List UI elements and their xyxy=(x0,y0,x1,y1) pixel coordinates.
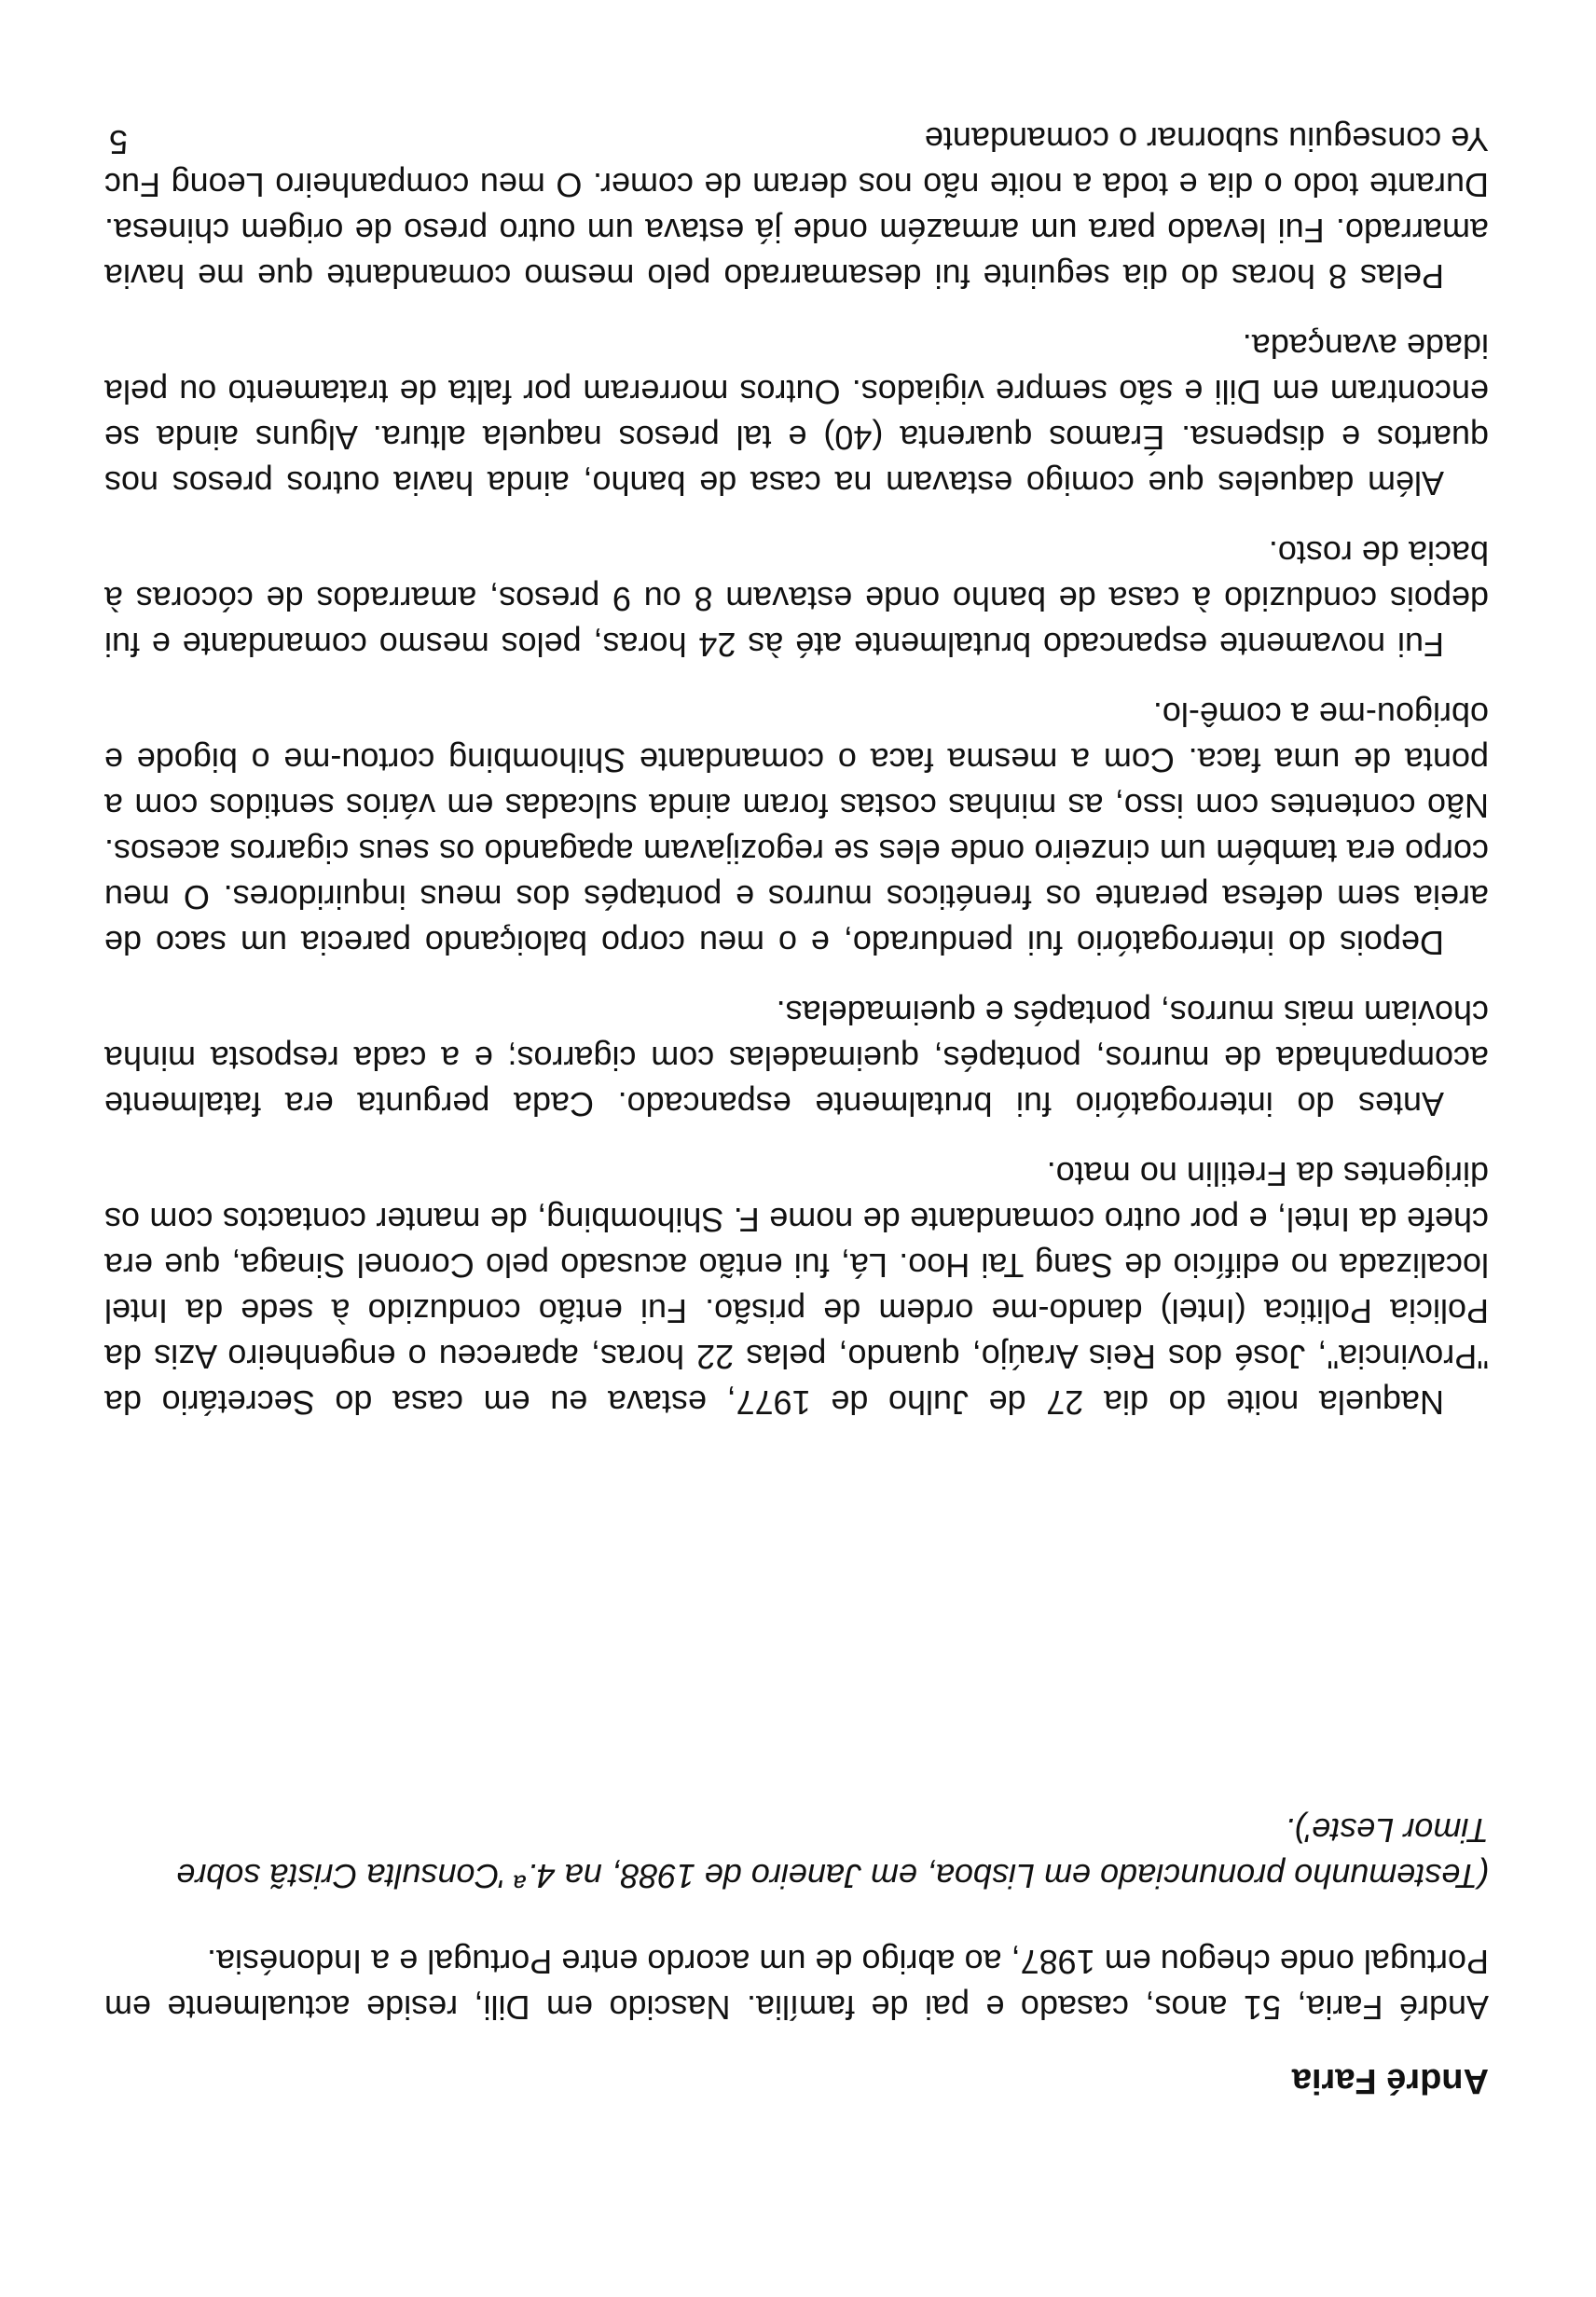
paragraph: Depois do interrogatório fui pendurado, e o meu corpo baloiçando parecia um saco de areia sem defesa perante os frenéticos murros e pontapés dos meus inquiridores. O meu corpo era também um cinzeiro onde eles se regozijavam apagando os seus cigarros acesos. Não contentes com isso, as minhas costas foram ainda sulcadas em vários sentidos com a ponta de uma faca. Com a mesma faca o comandante Shihombing cortou-me o bigode e obrigou-me a comê-lo. xyxy=(104,695,1489,962)
page-number: 5 xyxy=(108,123,128,161)
paragraph: Além daqueles que comigo estavam na casa de banho, ainda havia outros presos nos quartos e dispensa. Éramos quarenta (40) e tal presos naquela altura. Alguns ainda se encontram em Dili e são sempre vigiados. Outros morreram por falta de tratamento ou pela idade avançada. xyxy=(104,327,1489,502)
page-title: André Faria xyxy=(1291,2061,1489,2100)
paragraph: Pelas 8 horas do dia seguinte fui desamarrado pelo mesmo comandante que me havia amarrado. Fui levado para um armazém onde já estava um outro preso de origem chinesa. Durante todo o dia e toda a noite não nos deram de comer. O meu companheiro Leong Fuc Ye conseguiu subornar o comandante xyxy=(104,120,1489,296)
paragraph: Fui novamente espancado brutalmente até às 24 horas, pelos mesmo comandante e fui depois conduzido à casa de banho onde estavam 8 ou 9 presos, amarrados de cócoras à bacia de rosto. xyxy=(104,534,1489,664)
testimony-note: (Testemunho pronunciado em Lisboa, em Janeiro de 1988, na 4.ª 'Consulta Cristã sobre Timor Leste'). xyxy=(176,1811,1489,1895)
paragraph: Naquela noite do dia 27 de Julho de 1977, estava eu em casa do Secretário da "Provincia", José dos Reis Araújo, quando, pelas 22 horas, apareceu o engenheiro Azis da Policia Politica (Intel) dando-me ordem de prisão. Fui então conduzido à sede da Intel localizada no edifício de Sang Tai Hoo. Lá, fui então acusado pelo Coronel Sinaga, que era chefe da Intel, e por outro comandante de nome F. Shihombing, de manter contactos com os dirigentes da Fretilin no mato. xyxy=(104,1155,1489,1422)
body-text xyxy=(104,92,1489,1425)
author-intro: André Faria, 51 anos, casado e pai de família. Nascido em Dili, reside actualmente em Portugal onde chegou em 1987, ao abrigo de um acordo entre Portugal e a Indonésia. xyxy=(104,1943,1489,2027)
paragraph: Antes do interrogatório fui brutalmente espancado. Cada pergunta era fatalmente acompanhada de murros, pontapés, queimadelas com cigarros; e a cada resposta minha choviam mais murros, pontapés e queimadelas. xyxy=(104,994,1489,1123)
